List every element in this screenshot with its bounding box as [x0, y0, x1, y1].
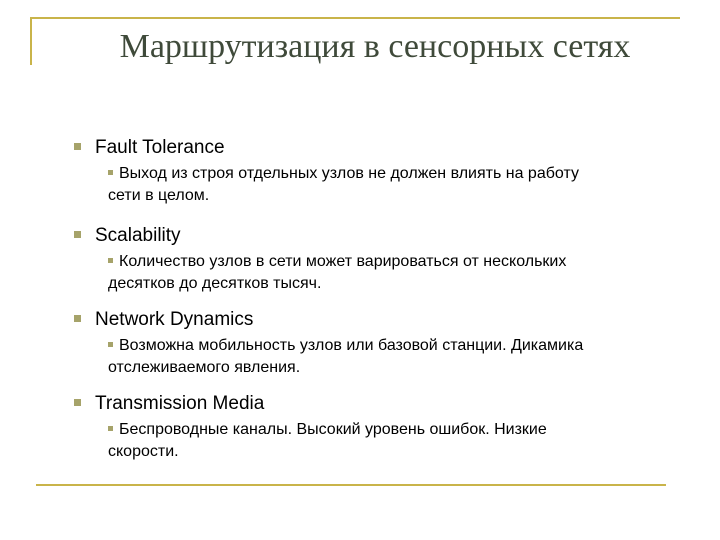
frame-bottom-line	[36, 484, 666, 486]
frame-top-line	[30, 17, 680, 19]
list-item-scalability	[74, 224, 694, 295]
item-detail	[108, 251, 668, 295]
list-item-network-dynamics	[74, 308, 694, 379]
bullet-list	[74, 136, 694, 476]
square-bullet-icon	[74, 315, 81, 322]
detail-line-2: десятков до десятков тысяч.	[108, 275, 322, 292]
detail-line-1: Количество узлов в сети может варироваться от нескольких	[119, 253, 567, 270]
detail-line-1: Возможна мобильность узлов или базовой станции. Дикамика	[119, 337, 584, 354]
small-square-bullet-icon	[108, 170, 113, 175]
detail-line-2: сети в целом.	[108, 187, 210, 204]
item-heading: Fault Tolerance	[95, 137, 225, 158]
square-bullet-icon	[74, 143, 81, 150]
detail-line-1: Беспроводные каналы. Высокий уровень ошибок. Низкие	[119, 421, 547, 438]
item-heading: Network Dynamics	[95, 309, 254, 330]
detail-line-2: отслеживаемого явления.	[108, 359, 301, 376]
item-heading: Scalability	[95, 225, 181, 246]
small-square-bullet-icon	[108, 426, 113, 431]
square-bullet-icon	[74, 399, 81, 406]
detail-line-2: скорости.	[108, 443, 179, 460]
item-detail	[108, 335, 668, 379]
item-heading: Transmission Media	[95, 393, 265, 414]
list-item-transmission-media	[74, 392, 694, 463]
small-square-bullet-icon	[108, 342, 113, 347]
list-item-fault-tolerance	[74, 136, 694, 207]
detail-line-1: Выход из строя отдельных узлов не должен влиять на работу	[119, 165, 579, 182]
small-square-bullet-icon	[108, 258, 113, 263]
item-detail	[108, 163, 668, 207]
slide-title: Маршрутизация в сенсорных сетях	[119, 28, 631, 65]
item-detail	[108, 419, 668, 463]
square-bullet-icon	[74, 231, 81, 238]
